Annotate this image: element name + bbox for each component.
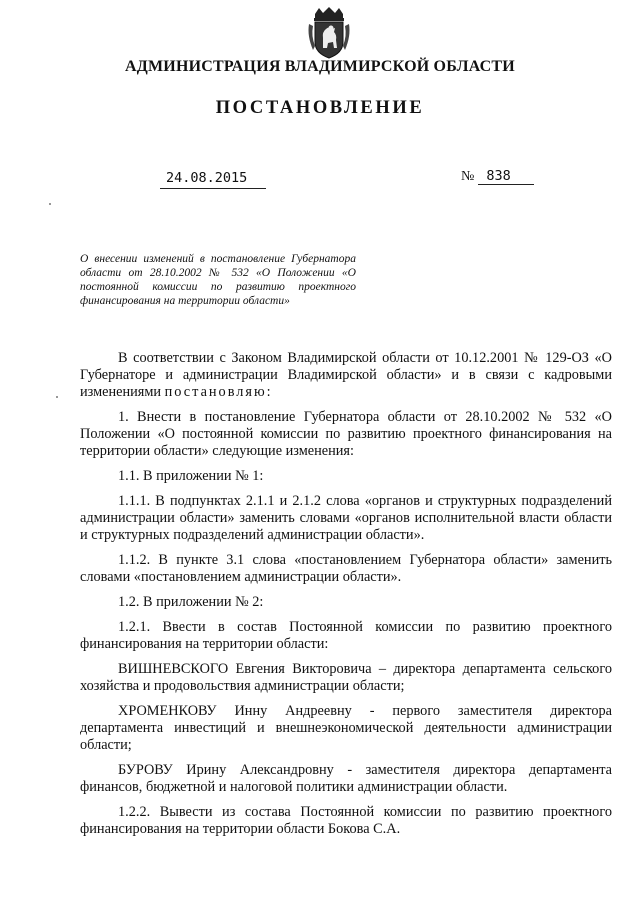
paragraph-1-2-1: 1.2.1. Ввести в состав Постоянной комиссии по развитию проектного финансирования на территории области: [80, 619, 612, 652]
paragraph-1-1-1: 1.1.1. В подпунктах 2.1.1 и 2.1.2 слова «органов и структурных подразделений администрации области» заменить словами «органов исполнительной власти области и структурных подразделений администрации области». [80, 493, 612, 543]
document-type-title: ПОСТАНОВЛЕНИЕ [215, 98, 425, 118]
preamble-text: В соответствии с Законом Владимирской области от 10.12.2001 № 129-ОЗ «О Губернаторе и администрации Владимирской области» и в связи с кадровыми изменениями [80, 350, 612, 400]
paragraph-1-1: 1.1. В приложении № 1: [118, 468, 264, 484]
decree-word: постановляю: [164, 384, 273, 400]
document-date: 24.08.2015 [160, 170, 266, 189]
preamble-paragraph [80, 350, 612, 401]
organization-title: АДМИНИСТРАЦИЯ ВЛАДИМИРСКОЙ ОБЛАСТИ [125, 58, 515, 75]
document-subject: О внесении изменений в постановление Губернатора области от 28.10.2002 № 532 «О Положении «О постоянной комиссии по развитию проектного финансирования на территории области» [80, 253, 356, 307]
document-body [80, 350, 612, 846]
scan-speck [56, 396, 58, 398]
paragraph-1-2-2: 1.2.2. Вывести из состава Постоянной комиссии по развитию проектного финансирования на территории области Бокова С.А. [80, 804, 612, 837]
coat-of-arms-icon [305, 6, 353, 60]
paragraph-1: 1. Внести в постановление Губернатора области от 28.10.2002 № 532 «О Положении «О постоянной комиссии по развитию проектного финансирования на территории области» следующие изменения: [80, 409, 612, 459]
paragraph-1-2: 1.2. В приложении № 2: [118, 594, 264, 610]
paragraph-1-1-2: 1.1.2. В пункте 3.1 слова «постановлением Губернатора области» заменить словами «постановлением администрации области». [80, 552, 612, 585]
member-burova: БУРОВУ Ирину Александровну - заместителя директора департамента финансов, бюджетной и налоговой политики администрации области. [80, 762, 612, 795]
document-number [461, 168, 534, 185]
number-label: № [461, 169, 475, 184]
member-khromenkova: ХРОМЕНКОВУ Инну Андреевну - первого заместителя директора департамента инвестиций и внешнеэкономической деятельности администрации области; [80, 703, 612, 753]
scan-speck [49, 203, 51, 205]
number-value: 838 [478, 168, 534, 185]
member-vishnevsky: ВИШНЕВСКОГО Евгения Викторовича – директора департамента сельского хозяйства и продовольствия администрации области; [80, 661, 612, 694]
